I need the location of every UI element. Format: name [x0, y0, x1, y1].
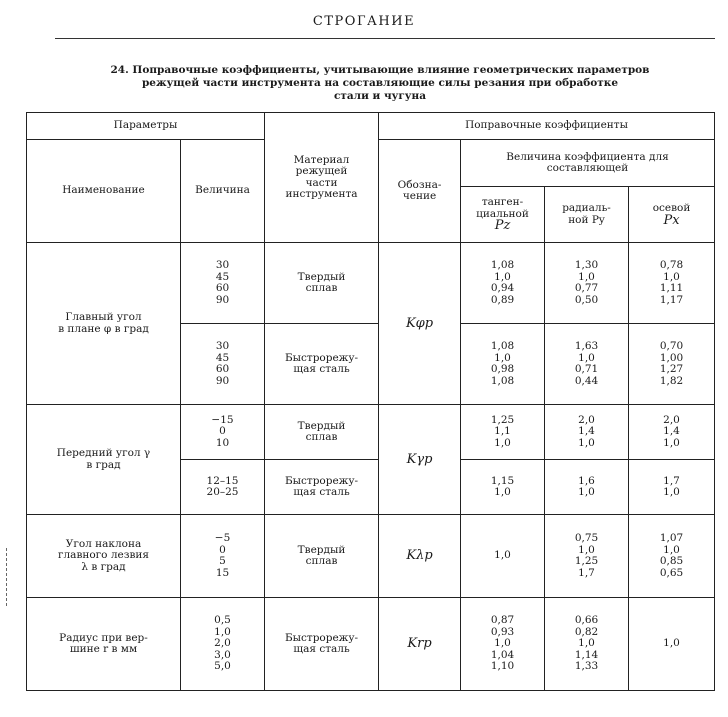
radius-values: 0,5 1,0 2,0 3,0 5,0 — [181, 598, 265, 691]
gamma-hss-values: 12–15 20–25 — [181, 460, 265, 515]
params-header: Параметры — [27, 113, 265, 140]
caption-line: 24. Поправочные коэффициенты, учитывающие влияние геометрических параметров — [110, 64, 650, 76]
phi-hss-py: 1,63 1,0 0,71 0,44 — [545, 324, 629, 405]
table-caption — [60, 64, 700, 103]
gamma-symbol: Kγp — [379, 405, 461, 515]
lambda-symbol: Kλp — [379, 515, 461, 598]
gamma-hss-py: 1,6 1,0 — [545, 460, 629, 515]
px-symbol: Px — [663, 212, 680, 228]
header-row — [27, 113, 715, 140]
phi-hard-material: Твердый сплав — [265, 243, 379, 324]
gamma-hard-material: Твердый сплав — [265, 405, 379, 460]
material-header: Материал режущей части инструмента — [265, 113, 379, 243]
pz-header: танген- циальной Pz — [461, 187, 545, 243]
radius-symbol: Krp — [379, 598, 461, 691]
lambda-pz: 1,0 — [461, 515, 545, 598]
py-header: радиаль- ной Py — [545, 187, 629, 243]
coefficients-table — [26, 112, 715, 691]
caption-line: стали и чугуна — [333, 90, 427, 102]
gamma-hard-values: −15 0 10 — [181, 405, 265, 460]
radius-py: 0,66 0,82 1,0 1,14 1,33 — [545, 598, 629, 691]
table-row — [27, 405, 715, 460]
phi-hard-px: 0,78 1,0 1,11 1,17 — [629, 243, 715, 324]
caption-line: режущей части инструмента на составляющие силы резания при обработке — [141, 77, 619, 89]
gamma-hss-material: Быстрорежу- щая сталь — [265, 460, 379, 515]
radius-px: 1,0 — [629, 598, 715, 691]
lambda-name: Угол наклона главного лезвия λ в град — [27, 515, 181, 598]
name-header: Наименование — [27, 140, 181, 243]
phi-hard-values: 30 45 60 90 — [181, 243, 265, 324]
phi-hard-py: 1,30 1,0 0,77 0,50 — [545, 243, 629, 324]
designation-header: Обозна- чение — [379, 140, 461, 243]
gamma-hss-pz: 1,15 1,0 — [461, 460, 545, 515]
coefs-header: Поправочные коэффициенты — [379, 113, 715, 140]
radius-pz: 0,87 0,93 1,0 1,04 1,10 — [461, 598, 545, 691]
radius-name: Радиус при вер- шине r в мм — [27, 598, 181, 691]
gamma-hard-py: 2,0 1,4 1,0 — [545, 405, 629, 460]
lambda-material: Твердый сплав — [265, 515, 379, 598]
margin-mark — [6, 548, 8, 606]
phi-hard-pz: 1,08 1,0 0,94 0,89 — [461, 243, 545, 324]
phi-hss-pz: 1,08 1,0 0,98 1,08 — [461, 324, 545, 405]
gamma-hss-px: 1,7 1,0 — [629, 460, 715, 515]
px-header: осевой Px — [629, 187, 715, 243]
value-header: Величина — [181, 140, 265, 243]
lambda-px: 1,07 1,0 0,85 0,65 — [629, 515, 715, 598]
phi-hss-material: Быстрорежу- щая сталь — [265, 324, 379, 405]
header-rule — [55, 38, 715, 39]
phi-hss-px: 0,70 1,00 1,27 1,82 — [629, 324, 715, 405]
pz-symbol: Pz — [494, 218, 511, 234]
lambda-py: 0,75 1,0 1,25 1,7 — [545, 515, 629, 598]
table-row — [27, 598, 715, 691]
page-header: СТРОГАНИЕ — [312, 14, 416, 29]
table-row — [27, 515, 715, 598]
gamma-hard-px: 2,0 1,4 1,0 — [629, 405, 715, 460]
gamma-name: Передний угол γ в град — [27, 405, 181, 515]
phi-hss-values: 30 45 60 90 — [181, 324, 265, 405]
phi-name: Главный угол в плане φ в град — [27, 243, 181, 405]
lambda-values: −5 0 5 15 — [181, 515, 265, 598]
gamma-hard-pz: 1,25 1,1 1,0 — [461, 405, 545, 460]
radius-material: Быстрорежу- щая сталь — [265, 598, 379, 691]
coef-value-header: Величина коэффициента для составляющей — [461, 140, 715, 187]
phi-symbol: Kφp — [379, 243, 461, 405]
table-row — [27, 243, 715, 324]
